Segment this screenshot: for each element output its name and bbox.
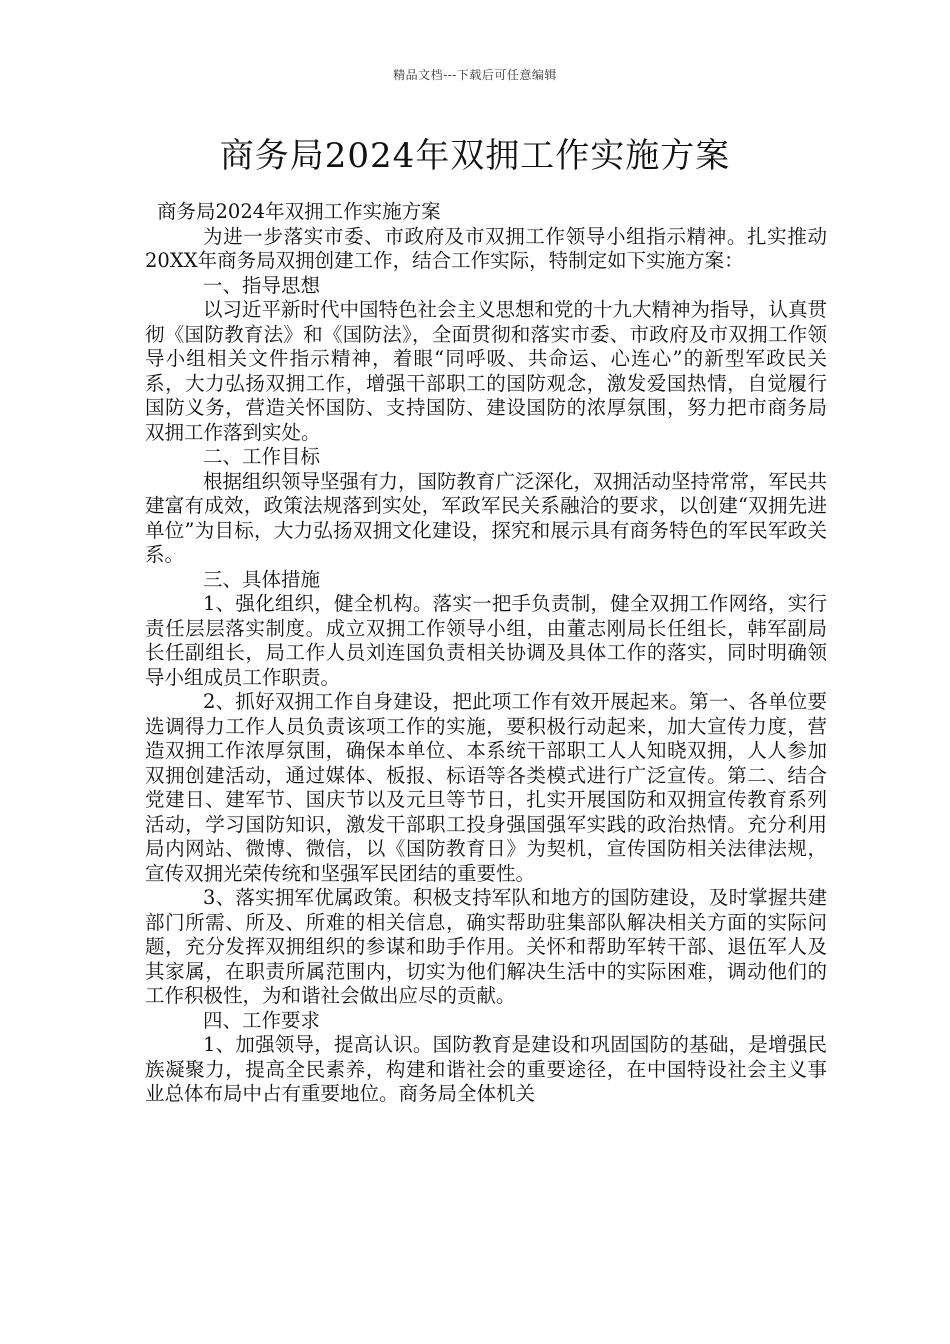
paragraph-work-goals: 根据组织领导坚强有力，国防教育广泛深化，双拥活动坚持常常，军民共建富有成效，政策法规落到实处，军政军民关系融洽的要求，以创建“双拥先进单位”为目标，大力弘扬双拥文化建设，探究和展示具有商务特色的军民军政关系。 <box>145 469 828 566</box>
paragraph-intro: 为进一步落实市委、市政府及市双拥工作领导小组指示精神。扎实推动20XX年商务局双拥创建工作，结合工作实际，特制定如下实施方案： <box>145 224 827 272</box>
section-heading-guiding-ideology: 一、指导思想 <box>203 273 321 297</box>
header-note: 精品文档---下载后可任意编辑 <box>393 68 557 82</box>
paragraph-measure-3: 3、落实拥军优属政策。积极支持军队和地方的国防建设，及时掌握共建部门所需、所及、所难的相关信息，确实帮助驻集部队解决相关方面的实际问题，充分发挥双拥组织的参谋和助手作用。关怀和帮助军转干部、退伍军人及其家属，在职责所属范围内，切实为他们解决生活中的实际困难，调动他们的工作积极性，为和谐社会做出应尽的贡献。 <box>145 886 827 1007</box>
section-heading-specific-measures: 三、具体措施 <box>203 567 321 591</box>
paragraph-measure-2: 2、抓好双拥工作自身建设，把此项工作有效开展起来。第一、各单位要选调得力工作人员负责该项工作的实施，要积极行动起来，加大宣传力度，营造双拥工作浓厚氛围，确保本单位、本系统干部职工人人知晓双拥，人人参加双拥创建活动，通过媒体、板报、标语等各类模式进行广泛宣传。第二、结合党建日、建军节、国庆节以及元旦等节日，扎实开展国防和双拥宣传教育系列活动，学习国防知识，激发干部职工投身强国强军实践的政治热情。充分利用局内网站、微博、微信，以《国防教育日》为契机，宣传国防相关法律法规，宣传双拥光荣传统和坚强军民团结的重要性。 <box>145 690 827 885</box>
paragraph-guiding-ideology: 以习近平新时代中国特色社会主义思想和党的十九大精神为指导，认真贯彻《国防教育法》和《国防法》，全面贯彻和落实市委、市政府及市双拥工作领导小组相关文件指示精神，着眼“同呼吸、共命运、心连心”的新型军政民关系，大力弘扬双拥工作，增强干部职工的国防观念，激发爱国热情，自觉履行国防义务，营造关怀国防、支持国防、建设国防的浓厚氛围，努力把市商务局双拥工作落到实处。 <box>145 298 828 444</box>
document-subtitle: 商务局2024年双拥工作实施方案 <box>157 200 441 223</box>
paragraph-measure-1: 1、强化组织，健全机构。落实一把手负责制，健全双拥工作网络，实行责任层层落实制度。成立双拥工作领导小组，由董志刚局长任组长，韩军副局长任副组长，局工作人员刘连国负责相关协调及具体工作的落实，同时明确领导小组成员工作职责。 <box>145 592 827 689</box>
section-heading-work-goals: 二、工作目标 <box>203 445 321 468</box>
document-body <box>145 200 827 1107</box>
document-title: 商务局2024年双拥工作实施方案 <box>219 136 731 176</box>
paragraph-requirement-1: 1、加强领导，提高认识。国防教育是建设和巩固国防的基础，是增强民族凝聚力，提高全民素养，构建和谐社会的重要途径，在中国特设社会主义事业总体布局中占有重要地位。商务局全体机关 <box>145 1033 827 1105</box>
section-heading-work-requirements: 四、工作要求 <box>203 1008 321 1032</box>
